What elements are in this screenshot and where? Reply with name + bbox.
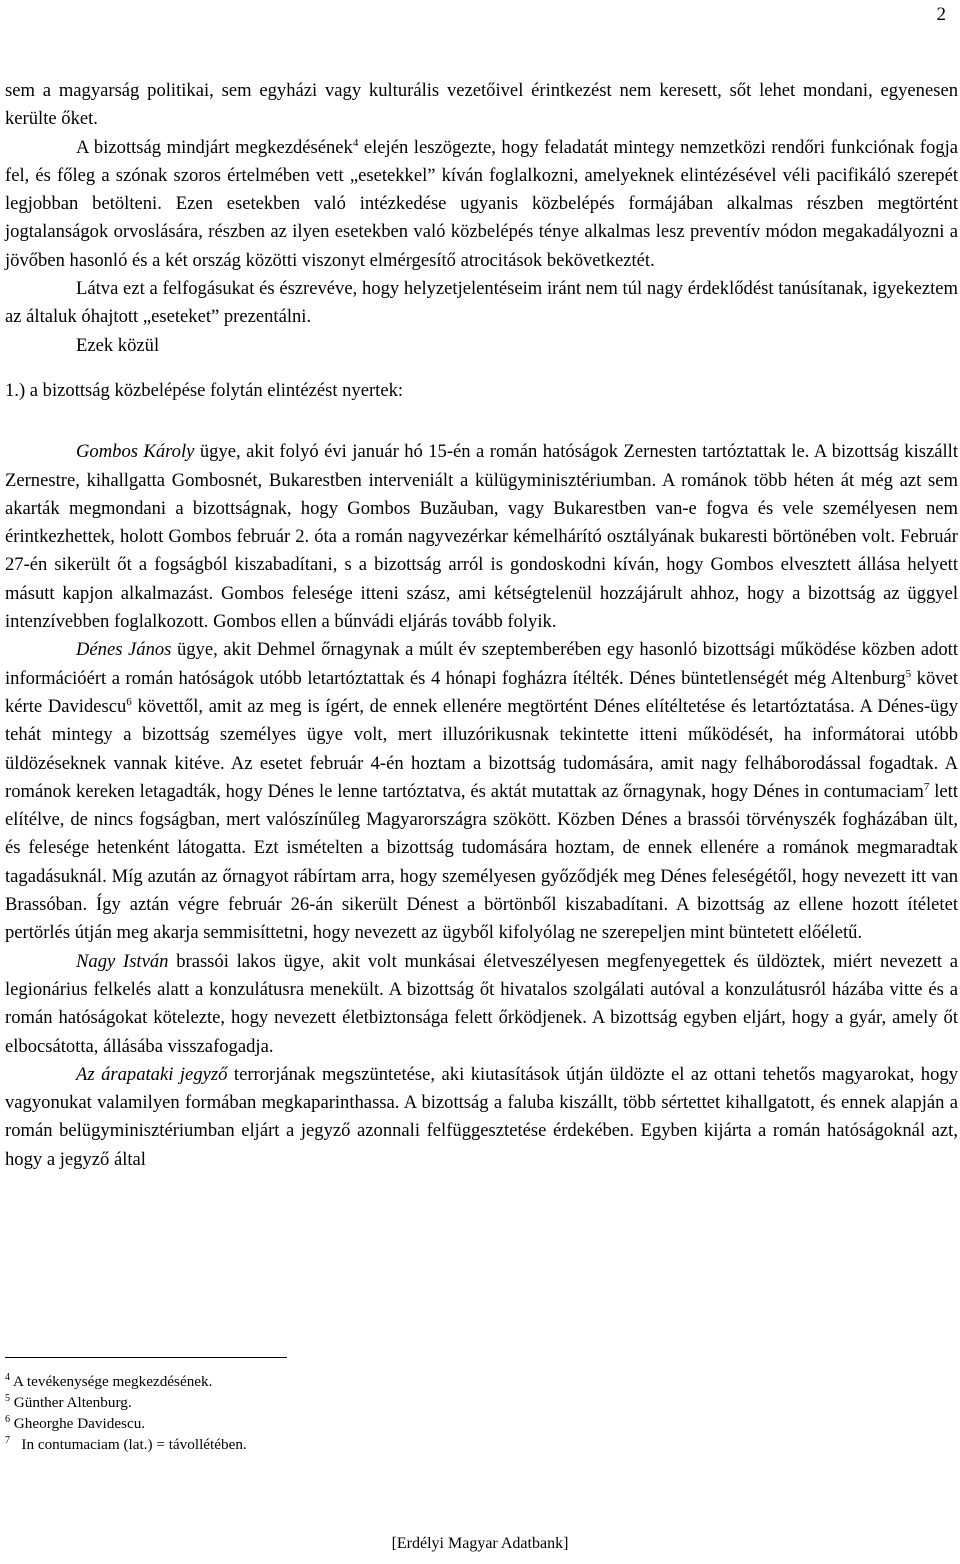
footnote-text: Gheorghe Davidescu.	[10, 1415, 146, 1432]
text-run: elején leszögezte, hogy feladatát mintegy nemzetközi rendőri funkciónak fogja fel, és főleg a szónak szoros értelmében vett „esetekkel” kíván foglalkozni, amelyeknek elintézésével véli pacifikáló szerepét legjobban betölteni. Ezen esetekben való intézkedése ugyanis közbelépés formájában alkalmas részben megtörtént jogtalanságok orvoslására, részben az ilyen esetekben való közbelépés ténye alkalmas lesz preventív módon megakadályozni a jövőben hasonló és a két ország közötti viszonyt elmérgesítő atrocitások bekövetkeztét.	[5, 136, 958, 271]
text-run: lett elítélve, de nincs fogságban, mert valószínűleg Magyarországra szökött. Közben Dénes a brassói törvényszék fogházában ült, és felesége hetenként látogatta. Ezt ismételten a bizottság tudomására hoztam, de ennek ellenére a románok megmaradtak tagadásuknál. Míg azután az őrnagyot rábírtam arra, hogy személyesen győződjék meg Dénes feleségétől, hogy nevezett itt van Brassóban. Így aztán végre február 26-án sikerült Dénest a börtönből kiszabadítani. A bizottság az ellene hozott ítéletet pertörlés útján meg akarja semmisíttetni, hogy nevezett az ügyből kifolyólag ne szerepeljen mint büntetett előéletű.	[5, 780, 958, 944]
footnote-ref: 5	[905, 667, 912, 680]
footer-source: [Erdélyi Magyar Adatbank]	[391, 1535, 569, 1552]
footnote-number: 7	[5, 1434, 10, 1446]
paragraph	[5, 438, 958, 636]
body-text	[5, 77, 958, 1174]
case-name: Dénes János	[76, 639, 172, 661]
paragraph	[5, 636, 958, 947]
text-run: sem a magyarság politikai, sem egyházi vagy kulturális vezetőivel érintkezést nem keresett, sőt lehet mondani, egyenesen kerülte őket.	[5, 80, 958, 130]
text-run: 1.) a bizottság közbelépése folytán elintézést nyertek:	[5, 379, 404, 401]
footnote-divider	[5, 1357, 287, 1358]
footnote-text: Günther Altenburg.	[10, 1394, 132, 1411]
text-run: ügye, akit Dehmel őrnagynak a múlt év szeptemberében egy hasonló bizottsági működése közben adott információért a román hatóságok utóbb letartóztattak és 4 hónapi fogházra ítélték. Dénes büntetlenségét még Altenburg	[5, 639, 958, 689]
footnotes	[5, 1371, 247, 1455]
footnote-text: In contumaciam (lat.) = távollétében.	[10, 1436, 247, 1453]
text-run: követ kérte Davidescu	[5, 667, 958, 717]
footnote-ref: 7	[923, 780, 930, 793]
text-run: brassói lakos ügye, akit volt munkásai életveszélyesen megfenyegettek és üldöztek, miért nevezett a legionárius felkelés alatt a konzulátusra menekült. A bizottság őt hivatalos szolgálati autóval a konzulátusról házába vitte és a román hatóságokat kötelezte, hogy nevezett életbiztonsága felett őrködjenek. A bizottság egyben eljárt, hogy a gyár, amely őt elbocsátotta, állásába visszafogadja.	[5, 950, 959, 1057]
paragraph	[5, 77, 958, 134]
text-run: követtől, amit az meg is ígért, de ennek ellenére megtörtént Dénes elítéltetése és letartóztatása. A Dénes-ügy tehát mintegy a bizottság személyes ügye volt, mert illuzórikusnak tekintette itteni működését, ha informátorai utóbb üldözéseknek vannak kitéve. Az esetet február 4-én hoztam a bizottság tudomására, amit nagy felháborodással fogadtak. A románok kereken letagadták, hogy Dénes le lenne tartóztatva, és aktát mutattak az őrnagynak, hogy Dénes in contumaciam	[5, 695, 958, 802]
paragraph	[5, 1061, 958, 1174]
footnote-number: 5	[5, 1392, 10, 1404]
footnote	[5, 1392, 247, 1413]
text-run: ügye, akit folyó évi január hó 15-én a román hatóságok Zernesten tartóztattak le. A bizottság kiszállt Zernestre, kihallgatta Gombosnét, Bukarestben interveniált a külügyminisztériumban. A románok több héten át még azt sem akarták megmondani a bizottságnak, hogy Gombos Buzăuban, vagy Bukarestben van-e fogva és vele személyesen nem érintkezhettek, holott Gombos február 2. óta a román nagyvezérkar kémelhárító osztályának bukaresti börtönében volt. Február 27-én sikerült őt a fogságból kiszabadítani, s a bizottság arról is gondoskodni kíván, hogy Gombos elvesztett állása helyett másutt kapjon alkalmazást. Gombos felesége itteni szász, ami kétségtelenül hozzájárult ahhoz, hogy a bizottság az üggyel intenzívebben foglalkozott. Gombos ellen a bűnvádi eljárás tovább folyik.	[5, 441, 959, 633]
footnote	[5, 1413, 247, 1434]
case-name: Gombos Károly	[76, 441, 195, 463]
text-run: A bizottság mindjárt megkezdésének	[76, 136, 353, 158]
footnote	[5, 1434, 247, 1455]
case-name: Nagy István	[76, 950, 169, 972]
footnote	[5, 1371, 247, 1392]
footnote-ref: 6	[126, 695, 132, 708]
footnote-number: 4	[5, 1371, 10, 1383]
paragraph	[5, 134, 958, 275]
text-run: terrorjának megszüntetése, aki kiutasítások útján üldözte el az ottani tehetős magyarokat, hogy vagyonukat valamilyen formában megkaparinthassa. A bizottság a faluba kiszállt, több sértettet kihallgatott, és ennek alapján a román belügyminisztériumban eljárt a jegyző azonnali felfüggesztetése érdekében. Egyben kijárta a román hatóságoknál azt, hogy a jegyző által	[5, 1063, 958, 1170]
paragraph	[5, 948, 958, 1061]
case-name: Az árapataki jegyző	[76, 1063, 228, 1085]
paragraph	[5, 332, 958, 360]
paragraph	[5, 377, 958, 405]
page-number: 2	[936, 4, 946, 25]
footnote-ref: 4	[352, 136, 359, 149]
text-run: Ezek közül	[76, 334, 160, 356]
paragraph	[5, 275, 958, 332]
footnote-text: A tevékenysége megkezdésének.	[10, 1373, 213, 1390]
text-run: Látva ezt a felfogásukat és észrevéve, hogy helyzetjelentéseim iránt nem túl nagy érdeklődést tanúsítanak, igyekeztem az általuk óhajtott „eseteket” prezentálni.	[5, 278, 958, 328]
footnote-number: 6	[5, 1413, 10, 1425]
